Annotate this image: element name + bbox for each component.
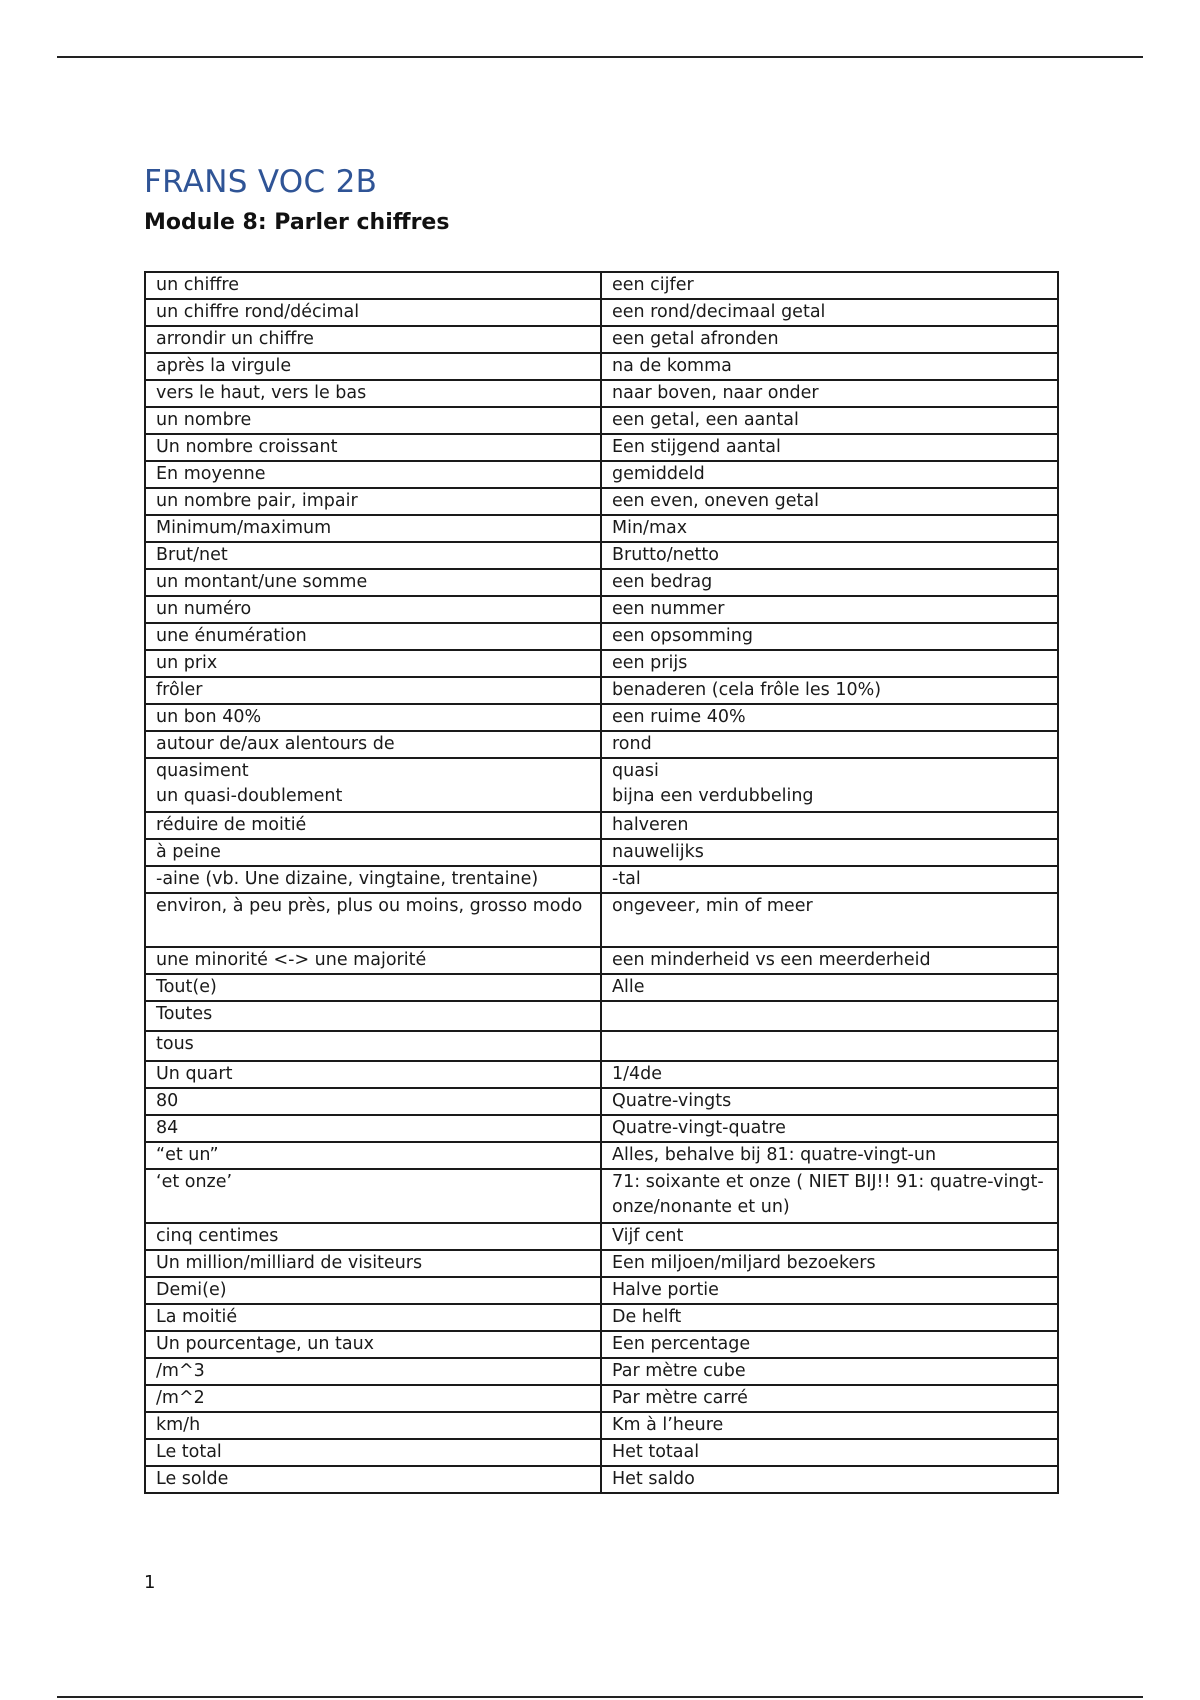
french-term-cell: En moyenne	[145, 461, 601, 488]
document-title: FRANS VOC 2B	[144, 164, 378, 200]
dutch-translation-cell: Par mètre carré	[601, 1385, 1058, 1412]
french-term-cell: Le solde	[145, 1466, 601, 1493]
dutch-translation-cell: een getal, een aantal	[601, 407, 1058, 434]
french-term-cell: quasiment un quasi-doublement	[145, 758, 601, 812]
table-row	[145, 650, 1058, 677]
french-term-cell: environ, à peu près, plus ou moins, grosso modo	[145, 893, 601, 947]
french-term-cell: un montant/une somme	[145, 569, 601, 596]
french-term-cell: Brut/net	[145, 542, 601, 569]
dutch-translation-cell: Par mètre cube	[601, 1358, 1058, 1385]
french-term-cell: /m^3	[145, 1358, 601, 1385]
french-term-cell: Un quart	[145, 1061, 601, 1088]
table-row	[145, 1061, 1058, 1088]
dutch-translation-cell: ongeveer, min of meer	[601, 893, 1058, 947]
french-term-cell: km/h	[145, 1412, 601, 1439]
dutch-translation-cell: Een stijgend aantal	[601, 434, 1058, 461]
dutch-translation-cell: 1/4de	[601, 1061, 1058, 1088]
french-term-cell: Un nombre croissant	[145, 434, 601, 461]
french-term-cell: un bon 40%	[145, 704, 601, 731]
french-term-cell: un nombre	[145, 407, 601, 434]
dutch-translation-cell: Min/max	[601, 515, 1058, 542]
table-row	[145, 812, 1058, 839]
table-row	[145, 407, 1058, 434]
dutch-translation-cell: Het totaal	[601, 1439, 1058, 1466]
table-row	[145, 839, 1058, 866]
french-term-cell: un numéro	[145, 596, 601, 623]
dutch-translation-cell: benaderen (cela frôle les 10%)	[601, 677, 1058, 704]
french-term-cell: à peine	[145, 839, 601, 866]
dutch-translation-cell: na de komma	[601, 353, 1058, 380]
dutch-translation-cell: halveren	[601, 812, 1058, 839]
table-row	[145, 569, 1058, 596]
table-row	[145, 542, 1058, 569]
french-term-cell: frôler	[145, 677, 601, 704]
dutch-translation-cell: Brutto/netto	[601, 542, 1058, 569]
table-row	[145, 353, 1058, 380]
french-term-cell: Un million/milliard de visiteurs	[145, 1250, 601, 1277]
table-row	[145, 677, 1058, 704]
french-term-cell: un nombre pair, impair	[145, 488, 601, 515]
dutch-translation-cell: Alle	[601, 974, 1058, 1001]
dutch-translation-cell: een bedrag	[601, 569, 1058, 596]
table-row	[145, 299, 1058, 326]
page-number: 1	[144, 1572, 156, 1593]
table-row	[145, 515, 1058, 542]
vocabulary-table	[144, 271, 1059, 1494]
french-term-cell: 84	[145, 1115, 601, 1142]
french-term-cell: réduire de moitié	[145, 812, 601, 839]
french-term-cell: une énumération	[145, 623, 601, 650]
table-row	[145, 461, 1058, 488]
dutch-translation-cell: Km à l’heure	[601, 1412, 1058, 1439]
table-row	[145, 947, 1058, 974]
french-term-cell: un prix	[145, 650, 601, 677]
french-term-cell: arrondir un chiffre	[145, 326, 601, 353]
dutch-translation-cell: een nummer	[601, 596, 1058, 623]
table-row	[145, 1331, 1058, 1358]
french-term-cell: un chiffre rond/décimal	[145, 299, 601, 326]
french-term-cell: autour de/aux alentours de	[145, 731, 601, 758]
table-row	[145, 488, 1058, 515]
french-term-cell: Demi(e)	[145, 1277, 601, 1304]
french-term-cell: tous	[145, 1031, 601, 1061]
french-term-cell: vers le haut, vers le bas	[145, 380, 601, 407]
dutch-translation-cell: een minderheid vs een meerderheid	[601, 947, 1058, 974]
table-row	[145, 1439, 1058, 1466]
dutch-translation-cell: een even, oneven getal	[601, 488, 1058, 515]
table-row	[145, 1001, 1058, 1031]
french-term-cell: Minimum/maximum	[145, 515, 601, 542]
dutch-translation-cell: Een percentage	[601, 1331, 1058, 1358]
dutch-translation-cell: nauwelijks	[601, 839, 1058, 866]
dutch-translation-cell: Alles, behalve bij 81: quatre-vingt-un	[601, 1142, 1058, 1169]
dutch-translation-cell: quasi bijna een verdubbeling	[601, 758, 1058, 812]
dutch-translation-cell: een ruime 40%	[601, 704, 1058, 731]
table-row	[145, 731, 1058, 758]
vocabulary-table-body	[145, 272, 1058, 1493]
table-row	[145, 1304, 1058, 1331]
table-row	[145, 623, 1058, 650]
french-term-cell: Tout(e)	[145, 974, 601, 1001]
table-row	[145, 1115, 1058, 1142]
footer-rule	[57, 1696, 1143, 1698]
table-row	[145, 1277, 1058, 1304]
french-term-cell: Toutes	[145, 1001, 601, 1031]
table-row	[145, 1385, 1058, 1412]
table-row	[145, 1031, 1058, 1061]
french-term-cell: /m^2	[145, 1385, 601, 1412]
french-term-cell: un chiffre	[145, 272, 601, 299]
table-row	[145, 1358, 1058, 1385]
dutch-translation-cell: Quatre-vingts	[601, 1088, 1058, 1115]
table-row	[145, 596, 1058, 623]
table-row	[145, 1412, 1058, 1439]
table-row	[145, 1466, 1058, 1493]
dutch-translation-cell	[601, 1001, 1058, 1031]
french-term-cell: La moitié	[145, 1304, 601, 1331]
dutch-translation-cell: Quatre-vingt-quatre	[601, 1115, 1058, 1142]
dutch-translation-cell: -tal	[601, 866, 1058, 893]
french-term-cell: Le total	[145, 1439, 601, 1466]
french-term-cell: -aine (vb. Une dizaine, vingtaine, trentaine)	[145, 866, 601, 893]
table-row	[145, 434, 1058, 461]
header-rule	[57, 56, 1143, 58]
dutch-translation-cell: Het saldo	[601, 1466, 1058, 1493]
table-row	[145, 1142, 1058, 1169]
dutch-translation-cell: naar boven, naar onder	[601, 380, 1058, 407]
dutch-translation-cell	[601, 1031, 1058, 1061]
table-row	[145, 893, 1058, 947]
dutch-translation-cell: een prijs	[601, 650, 1058, 677]
table-row	[145, 974, 1058, 1001]
table-row	[145, 758, 1058, 812]
table-row	[145, 1250, 1058, 1277]
dutch-translation-cell: een opsomming	[601, 623, 1058, 650]
dutch-translation-cell: gemiddeld	[601, 461, 1058, 488]
french-term-cell: après la virgule	[145, 353, 601, 380]
table-row	[145, 704, 1058, 731]
table-row	[145, 1223, 1058, 1250]
french-term-cell: Un pourcentage, un taux	[145, 1331, 601, 1358]
dutch-translation-cell: Halve portie	[601, 1277, 1058, 1304]
dutch-translation-cell: De helft	[601, 1304, 1058, 1331]
table-row	[145, 380, 1058, 407]
module-heading: Module 8: Parler chiffres	[144, 210, 450, 235]
dutch-translation-cell: 71: soixante et onze ( NIET BIJ!! 91: quatre-vingt-onze/nonante et un)	[601, 1169, 1058, 1223]
table-row	[145, 866, 1058, 893]
table-row	[145, 1169, 1058, 1223]
french-term-cell: “et un”	[145, 1142, 601, 1169]
french-term-cell: une minorité <-> une majorité	[145, 947, 601, 974]
french-term-cell: cinq centimes	[145, 1223, 601, 1250]
dutch-translation-cell: Een miljoen/miljard bezoekers	[601, 1250, 1058, 1277]
dutch-translation-cell: Vijf cent	[601, 1223, 1058, 1250]
table-row	[145, 272, 1058, 299]
dutch-translation-cell: rond	[601, 731, 1058, 758]
dutch-translation-cell: een getal afronden	[601, 326, 1058, 353]
french-term-cell: ‘et onze’	[145, 1169, 601, 1223]
dutch-translation-cell: een cijfer	[601, 272, 1058, 299]
table-row	[145, 1088, 1058, 1115]
table-row	[145, 326, 1058, 353]
dutch-translation-cell: een rond/decimaal getal	[601, 299, 1058, 326]
french-term-cell: 80	[145, 1088, 601, 1115]
